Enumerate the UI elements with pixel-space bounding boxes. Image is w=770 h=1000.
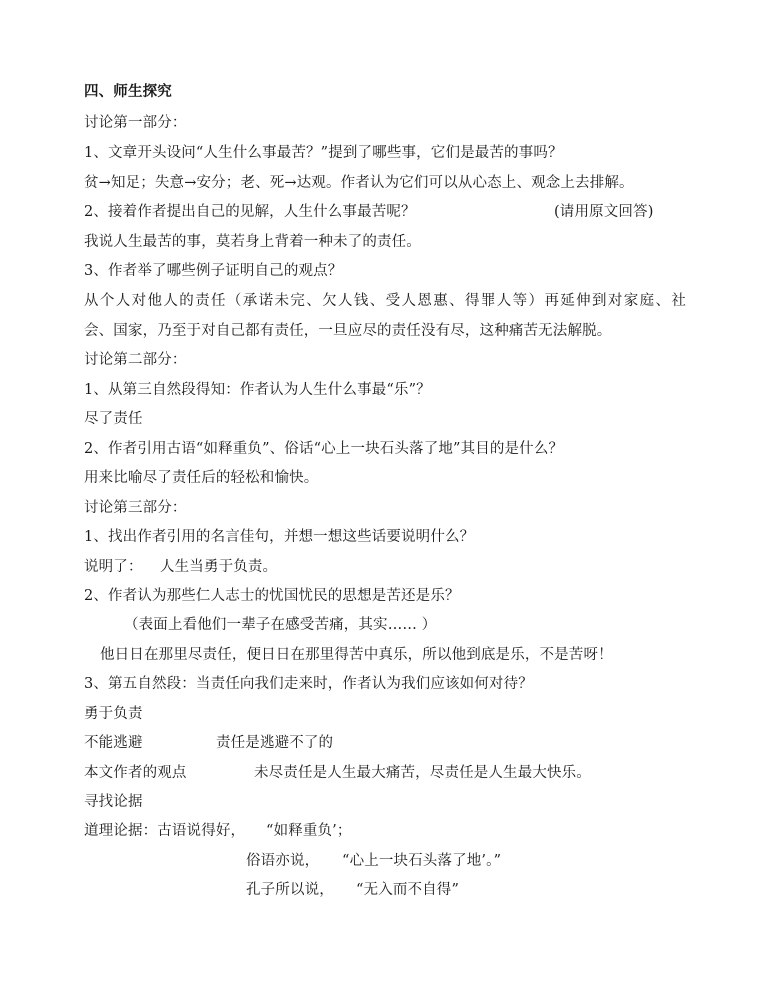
evidence-title: 寻找论据: [84, 794, 143, 810]
evidence-line-2-label: 俗语亦说，: [246, 853, 320, 869]
part1-question-1: 1、文章开头设问“人生什么事最苦？”提到了哪些事，它们是最苦的事吗？: [84, 145, 563, 161]
part2-answer-2: 用来比喻尽了责任后的轻松和愉快。: [84, 470, 319, 486]
evidence-line-2: [246, 852, 502, 870]
part3-question-3: 3、第五自然段：当责任向我们走来时，作者认为我们应该如何对待？: [84, 676, 533, 692]
part3-answer-2: 他日日在那里尽责任，便日日在那里得苦中真乐，所以他到底是乐，不是苦呀！: [100, 647, 613, 663]
evidence-line-3-label: 孔子所以说，: [246, 882, 334, 898]
part1-answer-3-line1: 从个人对他人的责任（承诺未完、欠人钱、受人恩惠、得罪人等）再延伸到对家庭、社: [84, 293, 686, 309]
part3-answer-1-value: 人生当勇于负责。: [160, 559, 278, 575]
part1-answer-1: 贫→知足；失意→安分；老、死→达观。作者认为它们可以从心态上、观念上去排解。: [84, 175, 634, 191]
part2-title: 讨论第二部分：: [84, 352, 187, 368]
part3-answer-1: [84, 558, 278, 576]
part1-answer-2: 我说人生最苦的事，莫若身上背着一种未了的责任。: [84, 234, 421, 250]
evidence-line-3-quote: “无入而不自得”: [356, 882, 460, 898]
part1-question-2: [84, 203, 654, 221]
part1-title: 讨论第一部分：: [84, 115, 187, 131]
part3-row-2-right: 未尽责任是人生最大痛苦，尽责任是人生最大快乐。: [254, 765, 591, 781]
part2-question-2: 2、作者引用古语“如释重负”、俗话“心上一块石头落了地”其目的是什么？: [84, 441, 564, 457]
part3-question-2: 2、作者认为那些仁人志士的忧国忧民的思想是苦还是乐？: [84, 588, 460, 604]
part1-question-2-note: (请用原文回答): [554, 204, 654, 220]
part3-answer-3: 勇于负责: [84, 706, 143, 722]
section-heading: 四、师生探究: [84, 83, 172, 100]
part3-row-2: [84, 764, 591, 782]
part3-question-1: 1、找出作者引用的名言佳句，并想一想这些话要说明什么？: [84, 529, 475, 545]
part2-answer-1: 尽了责任: [84, 411, 143, 427]
part3-answer-1-label: 说明了：: [84, 559, 143, 575]
part3-row-2-left: 本文作者的观点: [84, 765, 187, 781]
part1-question-2-text: 2、接着作者提出自己的见解，人生什么事最苦呢？: [84, 204, 416, 220]
evidence-label: 道理论据：古语说得好，: [84, 823, 246, 839]
evidence-line-3: [246, 881, 460, 899]
part3-row-1: [84, 734, 334, 752]
part1-question-3: 3、作者举了哪些例子证明自己的观点？: [84, 263, 343, 279]
evidence-quote-1: “如释重负’；: [266, 823, 352, 839]
part2-question-1: 1、从第三自然段得知：作者认为人生什么事最“乐”？: [84, 382, 431, 398]
part3-title: 讨论第三部分：: [84, 500, 187, 516]
evidence-line-1: [84, 822, 352, 840]
evidence-line-2-quote: “心上一块石头落了地’。”: [342, 853, 502, 869]
part3-row-1-right: 责任是逃避不了的: [216, 735, 334, 751]
part3-row-1-left: 不能逃避: [84, 735, 143, 751]
part3-answer-2-hint: （表面上看他们一辈子在感受苦痛，其实…… ）: [124, 617, 437, 633]
part1-answer-3-line2: 会、国家，乃至于对自己都有责任，一旦应尽的责任没有尽，这种痛苦无法解脱。: [84, 323, 612, 339]
